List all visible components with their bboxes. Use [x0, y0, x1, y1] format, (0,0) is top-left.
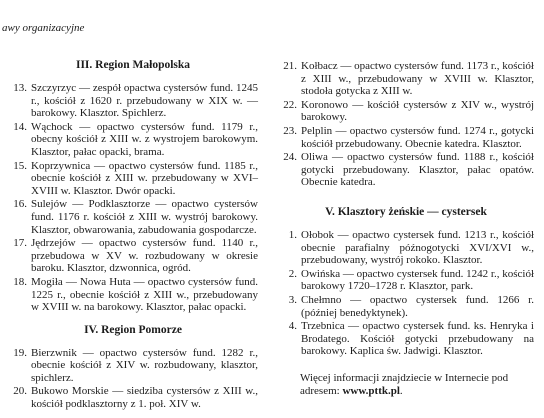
section-malopolska — [8, 58, 258, 314]
entry-text: Jędrzejów — opactwo cystersów fund. 1140 r., przebudowa w XV w. rozbudowany w okresie baroku. Klasztor, dzwonnica, ogród. — [31, 237, 258, 275]
section-title: IV. Region Pomorze — [84, 323, 182, 336]
entry-number: 2. — [288, 267, 297, 280]
entry-number: 21. — [283, 60, 297, 72]
entry-text: Owińska — opactwo cystersek fund. 1242 r., kościół barokowy 1720–1728 r. Klasztor, park. — [301, 267, 534, 293]
entry-number: 22. — [283, 98, 297, 111]
entry-number: 14. — [13, 120, 27, 133]
entry-text: Koronowo — kościół cystersów z XIV w., wystrój barokowy. — [301, 98, 534, 124]
entry-text: Wąchock — opactwo cystersów fund. 1179 r., obecny kościół z XIII w. z wystrojem barokowym. Klasztor, pałac opacki, brama. — [31, 120, 258, 158]
list-item — [278, 229, 534, 267]
entry-number: 4. — [288, 320, 297, 333]
entry-text: Mogiła — Nowa Huta — opactwo cystersów fund. 1225 r., obecnie kościół z XIII w., przebudowany w XVIII w. na barokowy. Klasztor, pałac opacki. — [31, 275, 258, 314]
entry-text: Pelplin — opactwo cystersów fund. 1274 r., gotycki kościół przebudowany. Obecnie katedra. Klasztor. — [301, 124, 534, 150]
list-item — [8, 237, 258, 275]
entry-number: 13. — [13, 82, 27, 94]
entry-text: Koprzywnica — opactwo cystersów fund. 1185 r., obecnie kościół z XIII w. przebudowany w XVI–XVIII w. Klasztor. Dwór opacki. — [31, 159, 258, 197]
list-item — [8, 347, 258, 385]
entry-text: Bierzwnik — opactwo cystersów fund. 1282 r., obecnie kościół z XIV w. rozbudowany, klasztor, spichlerz. — [31, 346, 258, 384]
entry-number: 18. — [13, 275, 27, 288]
entry-number: 16. — [13, 198, 27, 211]
section-cystersek — [278, 205, 534, 358]
entry-text: Bukowo Morskie — siedziba cystersów z XIII w., kościół podklasztorny z 1. poł. XIV w. — [31, 385, 258, 411]
list-item — [8, 82, 258, 120]
list-item — [278, 294, 534, 319]
list-item — [278, 125, 534, 150]
entry-number: 15. — [13, 159, 27, 172]
entry-text: Szczyrzyc — zespół opactwa cystersów fund. 1245 r., kościół z 1620 r. przebudowany w XIX w. — barokowy. Klasztor. Spichlerz. — [31, 82, 258, 120]
section-title: III. Region Małopolska — [75, 59, 191, 71]
entry-text: Ołobok — opactwo cystersek fund. 1213 r., kościół obecnie parafialny późnogotycki XVI/XVI w., przebudowany, wystrój rokoko. Klasztor. — [301, 228, 534, 267]
footer-end: . — [399, 384, 403, 397]
list-item — [278, 268, 534, 293]
entry-text: Sulejów — Podklasztorze — opactwo cystersów fund. 1176 r. kościół z XIII w. wystrój barokowy. Klasztor, obwarowania, zabudowania gospodarcze. — [31, 198, 258, 236]
list-item — [278, 320, 534, 358]
entry-text: Chełmno — opactwo cystersek fund. 1266 r. (później benedyktynek). — [301, 293, 534, 319]
entry-number: 20. — [13, 385, 27, 398]
entry-text: Kołbacz — opactwo cystersów fund. 1173 r., kościół z XIII w., przebudowany w XVIII w. Klasztor, stodoła gotycka z XIII w. — [301, 60, 534, 98]
left-column — [8, 58, 258, 412]
list-item — [8, 121, 258, 159]
list-item — [278, 151, 534, 189]
right-column — [278, 60, 534, 398]
entry-text: Trzebnica — opactwo cystersek fund. ks. Henryka i Brodatego. Kościół gotycki przebudowany na barokowy. Kaplica św. Jadwigi. Klasztor. — [301, 320, 534, 358]
entry-number: 23. — [283, 124, 297, 137]
entry-text: Oliwa — opactwo cystersów fund. 1188 r., kościół gotycki przebudowany. Klasztor, pałac opatów. Obecnie katedra. — [301, 151, 534, 189]
section-pomorze — [8, 323, 258, 411]
entry-number: 19. — [13, 346, 27, 359]
footer-note — [278, 372, 534, 398]
list-item — [8, 385, 258, 410]
footer-text: Więcej informacji znajdziecie w Internecie pod adresem: — [300, 371, 509, 397]
running-head: awy organizacyjne — [2, 22, 85, 34]
entry-number: 3. — [288, 293, 297, 306]
entry-number: 17. — [13, 237, 27, 250]
list-item — [278, 99, 534, 124]
list-item — [278, 60, 534, 98]
list-item — [8, 276, 258, 314]
website-link[interactable]: www.pttk.pl — [342, 384, 400, 397]
list-item — [8, 198, 258, 236]
section-title: V. Klasztory żeńskie — cystersek — [325, 205, 487, 218]
list-item — [8, 160, 258, 198]
entry-number: 24. — [283, 151, 297, 164]
entry-number: 1. — [288, 228, 297, 241]
